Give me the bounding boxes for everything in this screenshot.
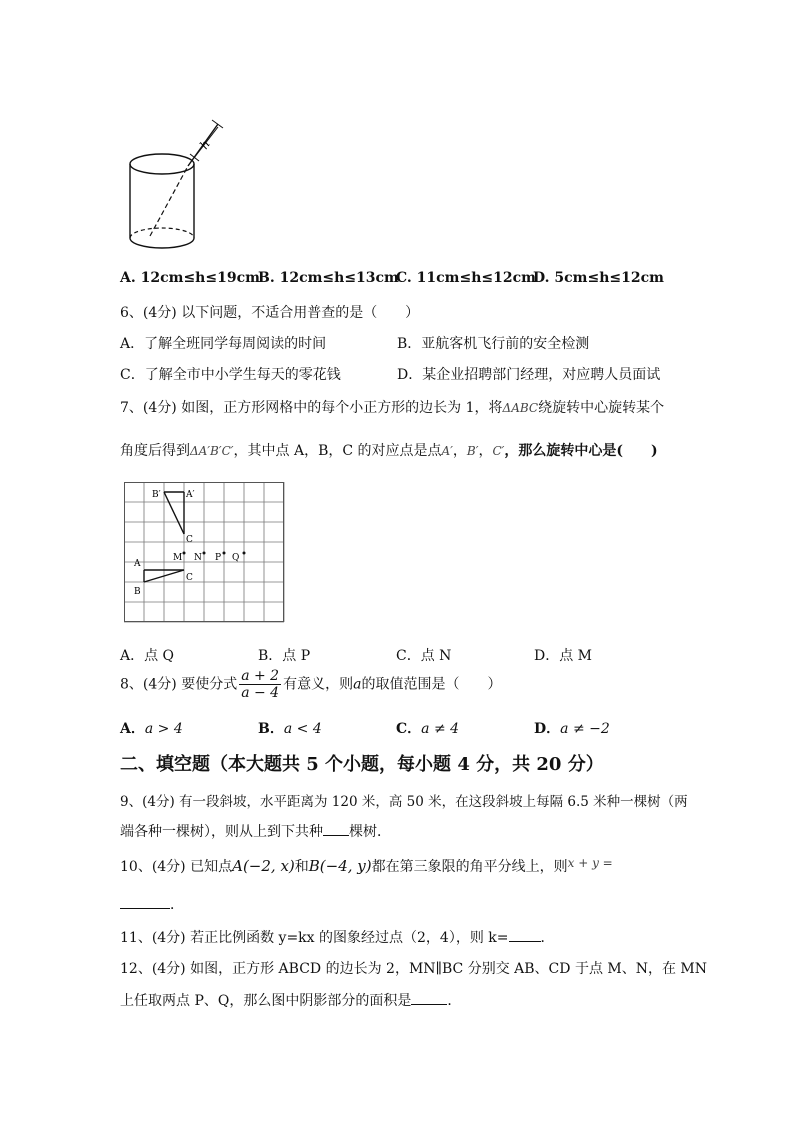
- q6-option-b: B．亚航客机飞行前的安全检测: [397, 336, 590, 352]
- q8-fraction: [239, 668, 281, 701]
- q5-option-a: [120, 270, 260, 286]
- q7-stem-part2: 绕旋转中心旋转某个: [538, 400, 665, 416]
- q7-option-d: D．点 M: [534, 648, 593, 664]
- q10-point-a: A(−2, x): [232, 857, 295, 875]
- q8-a-letter: A．: [120, 721, 145, 737]
- q10-line1: [120, 856, 613, 876]
- q7-line2-part1: 角度后得到: [120, 443, 190, 459]
- q10-part1: 10、(4分) 已知点: [120, 859, 233, 875]
- q8-c-letter: C．: [396, 721, 422, 737]
- q12-line2-part1: 上任取两点 P、Q，那么图中阴影部分的面积是: [120, 993, 412, 1009]
- q7-option-b: B．点 P: [258, 648, 311, 664]
- q8-stem-part3: 的取值范围是（ ）: [361, 676, 502, 693]
- q12-blank: [411, 1004, 447, 1005]
- grid-label-a: A: [134, 559, 141, 569]
- q12-line2-part2: ．: [447, 993, 462, 1009]
- section-2-title: 二、填空题（本大题共 5 个小题，每小题 4 分，共 20 分）: [120, 754, 604, 775]
- q5-c-letter: C.: [396, 270, 412, 286]
- grid-label-c: C: [186, 573, 193, 583]
- q8-stem-part1: 8、(4分) 要使分式: [120, 676, 238, 693]
- q5-option-c: [396, 270, 536, 286]
- q5-a-text: 12cm≤h≤19cm: [140, 270, 260, 286]
- q11-line: [120, 927, 555, 947]
- q6-option-c: C．了解全市中小学生每天的零花钱: [120, 367, 341, 383]
- q7-point-a-prime: A′: [441, 444, 453, 458]
- q5-option-b: [258, 270, 399, 286]
- q12-line2: [120, 990, 461, 1010]
- q8-stem: [120, 668, 501, 701]
- q8-denominator: a − 4: [241, 685, 280, 701]
- grid-label-q: Q: [232, 553, 240, 563]
- q10-line2-end: ．: [170, 897, 184, 913]
- q11-part2: ．: [540, 930, 555, 946]
- q9-line2-part1: 端各种一棵树），则从上到下共种: [120, 824, 323, 840]
- q7-point-b-prime: B′: [466, 444, 479, 458]
- grid-label-b-prime: B′: [152, 490, 161, 500]
- q11-part1: 11、(4分) 若正比例函数 y=kx 的图象经过点（2，4），则 k=: [120, 930, 509, 946]
- q8-option-b: [258, 718, 322, 738]
- q5-d-letter: D.: [533, 270, 550, 286]
- q8-d-letter: D．: [534, 721, 561, 737]
- grid-label-b: B: [134, 587, 141, 597]
- q9-blank: [323, 835, 349, 836]
- q10-part2: 和: [294, 859, 309, 875]
- q7-triangle-abc: ΔABC: [502, 401, 539, 415]
- grid-label-c-prime: C: [186, 535, 193, 545]
- q8-c-math: a ≠ 4: [421, 721, 460, 737]
- q8-option-d: [534, 718, 610, 738]
- cylinder-figure: [122, 118, 232, 256]
- q7-stem-line2: 角度后得到ΔA′B′C′，其中点 A，B，C 的对应点是点A′，B′，C′，那么旋转中心是( ): [120, 443, 658, 459]
- q10-blank: [120, 908, 170, 909]
- q9-line2: [120, 821, 391, 841]
- q7-option-a: A．点 Q: [120, 648, 175, 664]
- grid-label-m: M: [173, 553, 183, 563]
- q5-b-letter: B.: [258, 270, 275, 286]
- q7-point-c-prime: C′: [492, 444, 505, 458]
- q7-option-c: C．点 N: [396, 648, 452, 664]
- grid-label-p: P: [215, 553, 222, 563]
- q8-b-math: a < 4: [283, 721, 322, 737]
- q9-line1: 9、(4分) 有一段斜坡，水平距离为 120 米，高 50 米，在这段斜坡上每隔 6.5 米种一棵树（两: [120, 794, 688, 810]
- q5-c-text: 11cm≤h≤12cm: [416, 270, 536, 286]
- q7-grid-figure: [124, 482, 286, 624]
- q8-a-math: a > 4: [144, 721, 183, 737]
- q6-option-d: D．某企业招聘部门经理，对应聘人员面试: [397, 367, 661, 383]
- q7-line2-part2: ，其中点 A，B，C 的对应点是点: [233, 443, 442, 459]
- q7-stem-part1: 7、(4分) 如图，正方形网格中的每个小正方形的边长为 1，将: [120, 400, 503, 416]
- q11-blank: [509, 941, 541, 942]
- grid-label-n: N: [194, 553, 202, 563]
- q6-stem: 6、(4分) 以下问题，不适合用普查的是（ ）: [120, 305, 420, 321]
- q8-option-a: [120, 718, 183, 738]
- grid-label-a-prime: A′: [186, 490, 195, 500]
- q8-variable: a: [353, 676, 362, 693]
- q5-d-text: 5cm≤h≤12cm: [554, 270, 664, 286]
- cylinder-h-label: h: [196, 137, 213, 152]
- q10-expression: x + y =: [567, 856, 613, 870]
- q9-line2-part2: 棵树．: [349, 824, 391, 840]
- q8-b-letter: B．: [258, 721, 284, 737]
- q7-triangle-abc-prime: ΔA′B′C′: [190, 444, 234, 458]
- q8-d-math: a ≠ −2: [560, 721, 610, 737]
- q10-part3: 都在第三象限的角平分线上，则: [371, 859, 568, 875]
- q5-a-letter: A.: [120, 270, 136, 286]
- q6-option-a: A．了解全班同学每周阅读的时间: [120, 336, 327, 352]
- q10-line2: [120, 894, 184, 914]
- q5-b-text: 12cm≤h≤13cm: [279, 270, 399, 286]
- q8-stem-part2: 有意义，则: [283, 676, 354, 693]
- q5-option-d: [533, 270, 664, 286]
- q7-stem-line1: [120, 397, 664, 417]
- q10-point-b: B(−4, y): [308, 857, 372, 875]
- q8-option-c: [396, 718, 459, 738]
- q12-line1: 12、(4分) 如图，正方形 ABCD 的边长为 2，MN∥BC 分别交 AB、CD 于点 M、N，在 MN: [120, 961, 708, 977]
- q8-numerator: a + 2: [241, 668, 280, 684]
- q7-line2-part3: ，那么旋转中心是( ): [504, 443, 658, 459]
